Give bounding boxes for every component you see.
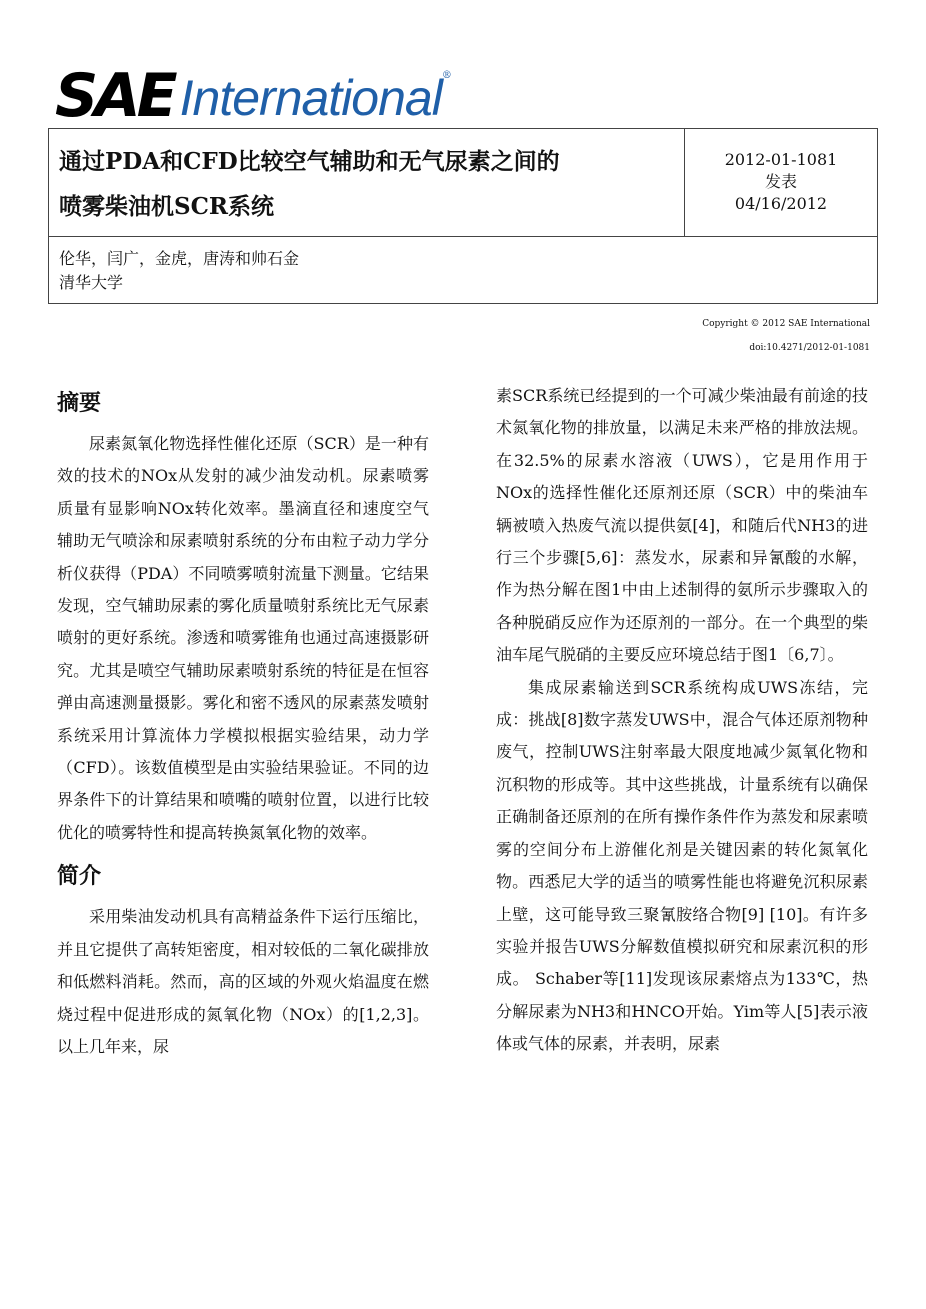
copyright: Copyright © 2012 SAE International <box>702 319 870 329</box>
logo-registered-mark: ® <box>441 70 452 81</box>
author-block <box>49 237 877 305</box>
paper-meta <box>685 129 877 237</box>
sae-logo <box>55 61 452 131</box>
paper-number: 2012-01-1081 <box>724 150 838 169</box>
title-line-2: 喷雾柴油机SCR系统 <box>59 193 275 220</box>
logo-sae-text: SAE <box>55 61 174 131</box>
intro-paragraph-1-continued: 素SCR系统已经提到的一个可减少柴油最有前途的技术氮氧化物的排放量，以满足未来严格的排放法规。在32.5%的尿素水溶液（UWS），它是用作用于NOx的选择性催化还原剂还原（SCR）中的柴油车辆被喷入热废气流以提供氨[4]，和随后代NH3的进行三个步骤[5,6]：蒸发水，尿素和异氰酸的水解，作为热分解在图1中由上述制得的氨所示步骤取入的各种脱硝反应作为还原剂的一部分。在一个典型的柴油车尾气脱硝的主要反应环境总结于图1〔6,7〕。 <box>496 386 868 665</box>
affiliation: 清华大学 <box>59 273 124 292</box>
publish-date: 04/16/2012 <box>734 194 828 213</box>
paper-header-box <box>48 128 878 304</box>
published-label: 发表 <box>764 172 797 191</box>
intro-paragraph-1-start: 采用柴油发动机具有高精益条件下运行压缩比，并且它提供了高转矩密度，相对较低的二氧化碳排放和低燃料消耗。然而，高的区域的外观火焰温度在燃烧过程中促进形成的氮氧化物（NOx）的[1,2,3]。以上几年来，尿 <box>57 907 429 1056</box>
abstract-heading: 摘要 <box>57 390 102 416</box>
left-column <box>57 380 429 1063</box>
title-line-1: 通过PDA和CFD比较空气辅助和无气尿素之间的 <box>59 148 560 175</box>
authors: 伦华，闫广，金虎，唐涛和帅石金 <box>59 249 300 268</box>
paper-title <box>49 129 685 237</box>
abstract-text: 尿素氮氧化物选择性催化还原（SCR）是一种有效的技术的NOx从发射的减少油发动机。尿素喷雾质量有显影响NOx转化效率。墨滴直径和速度空气辅助无气喷涂和尿素喷射系统的分布由粒子动力学分析仪获得（PDA）不同喷雾喷射流量下测量。它结果发现，空气辅助尿素的雾化质量喷射系统比无气尿素喷射的更好系统。渗透和喷雾锥角也通过高速摄影研究。尤其是喷空气辅助尿素喷射系统的特征是在恒容弹由高速测量摄影。雾化和密不透风的尿素蒸发喷射系统采用计算流体力学模拟根据实验结果，动力学（CFD）。该数值模型是由实验结果验证。不同的边界条件下的计算结果和喷嘴的喷射位置，以进行比较优化的喷雾特性和提高转换氮氧化物的效率。 <box>57 434 429 842</box>
right-column <box>496 380 868 1061</box>
logo-international-text: International <box>179 70 442 126</box>
copyright-block <box>702 312 870 360</box>
intro-paragraph-2: 集成尿素输送到SCR系统构成UWS冻结，完成：挑战[8]数字蒸发UWS中，混合气体还原剂物种废气，控制UWS注射率最大限度地减少氮氧化物和沉积物的形成等。其中这些挑战，计量系统有以确保正确制备还原剂的在所有操作条件作为蒸发和尿素喷雾的空间分布上游催化剂是关键因素的转化氮氧化物。西悉尼大学的适当的喷雾性能也将避免沉积尿素上壁，这可能导致三聚氰胺络合物[9] [10]。有许多实验并报告UWS分解数值模拟研究和尿素沉积的形成。 Schaber等[11]发现该尿素熔点为133℃，热分解尿素为NH3和HNCO开始。Yim等人[5]表示液体或气体的尿素，并表明，尿素 <box>496 677 868 1054</box>
doi: doi:10.4271/2012-01-1081 <box>749 343 870 353</box>
intro-heading: 简介 <box>57 863 102 890</box>
